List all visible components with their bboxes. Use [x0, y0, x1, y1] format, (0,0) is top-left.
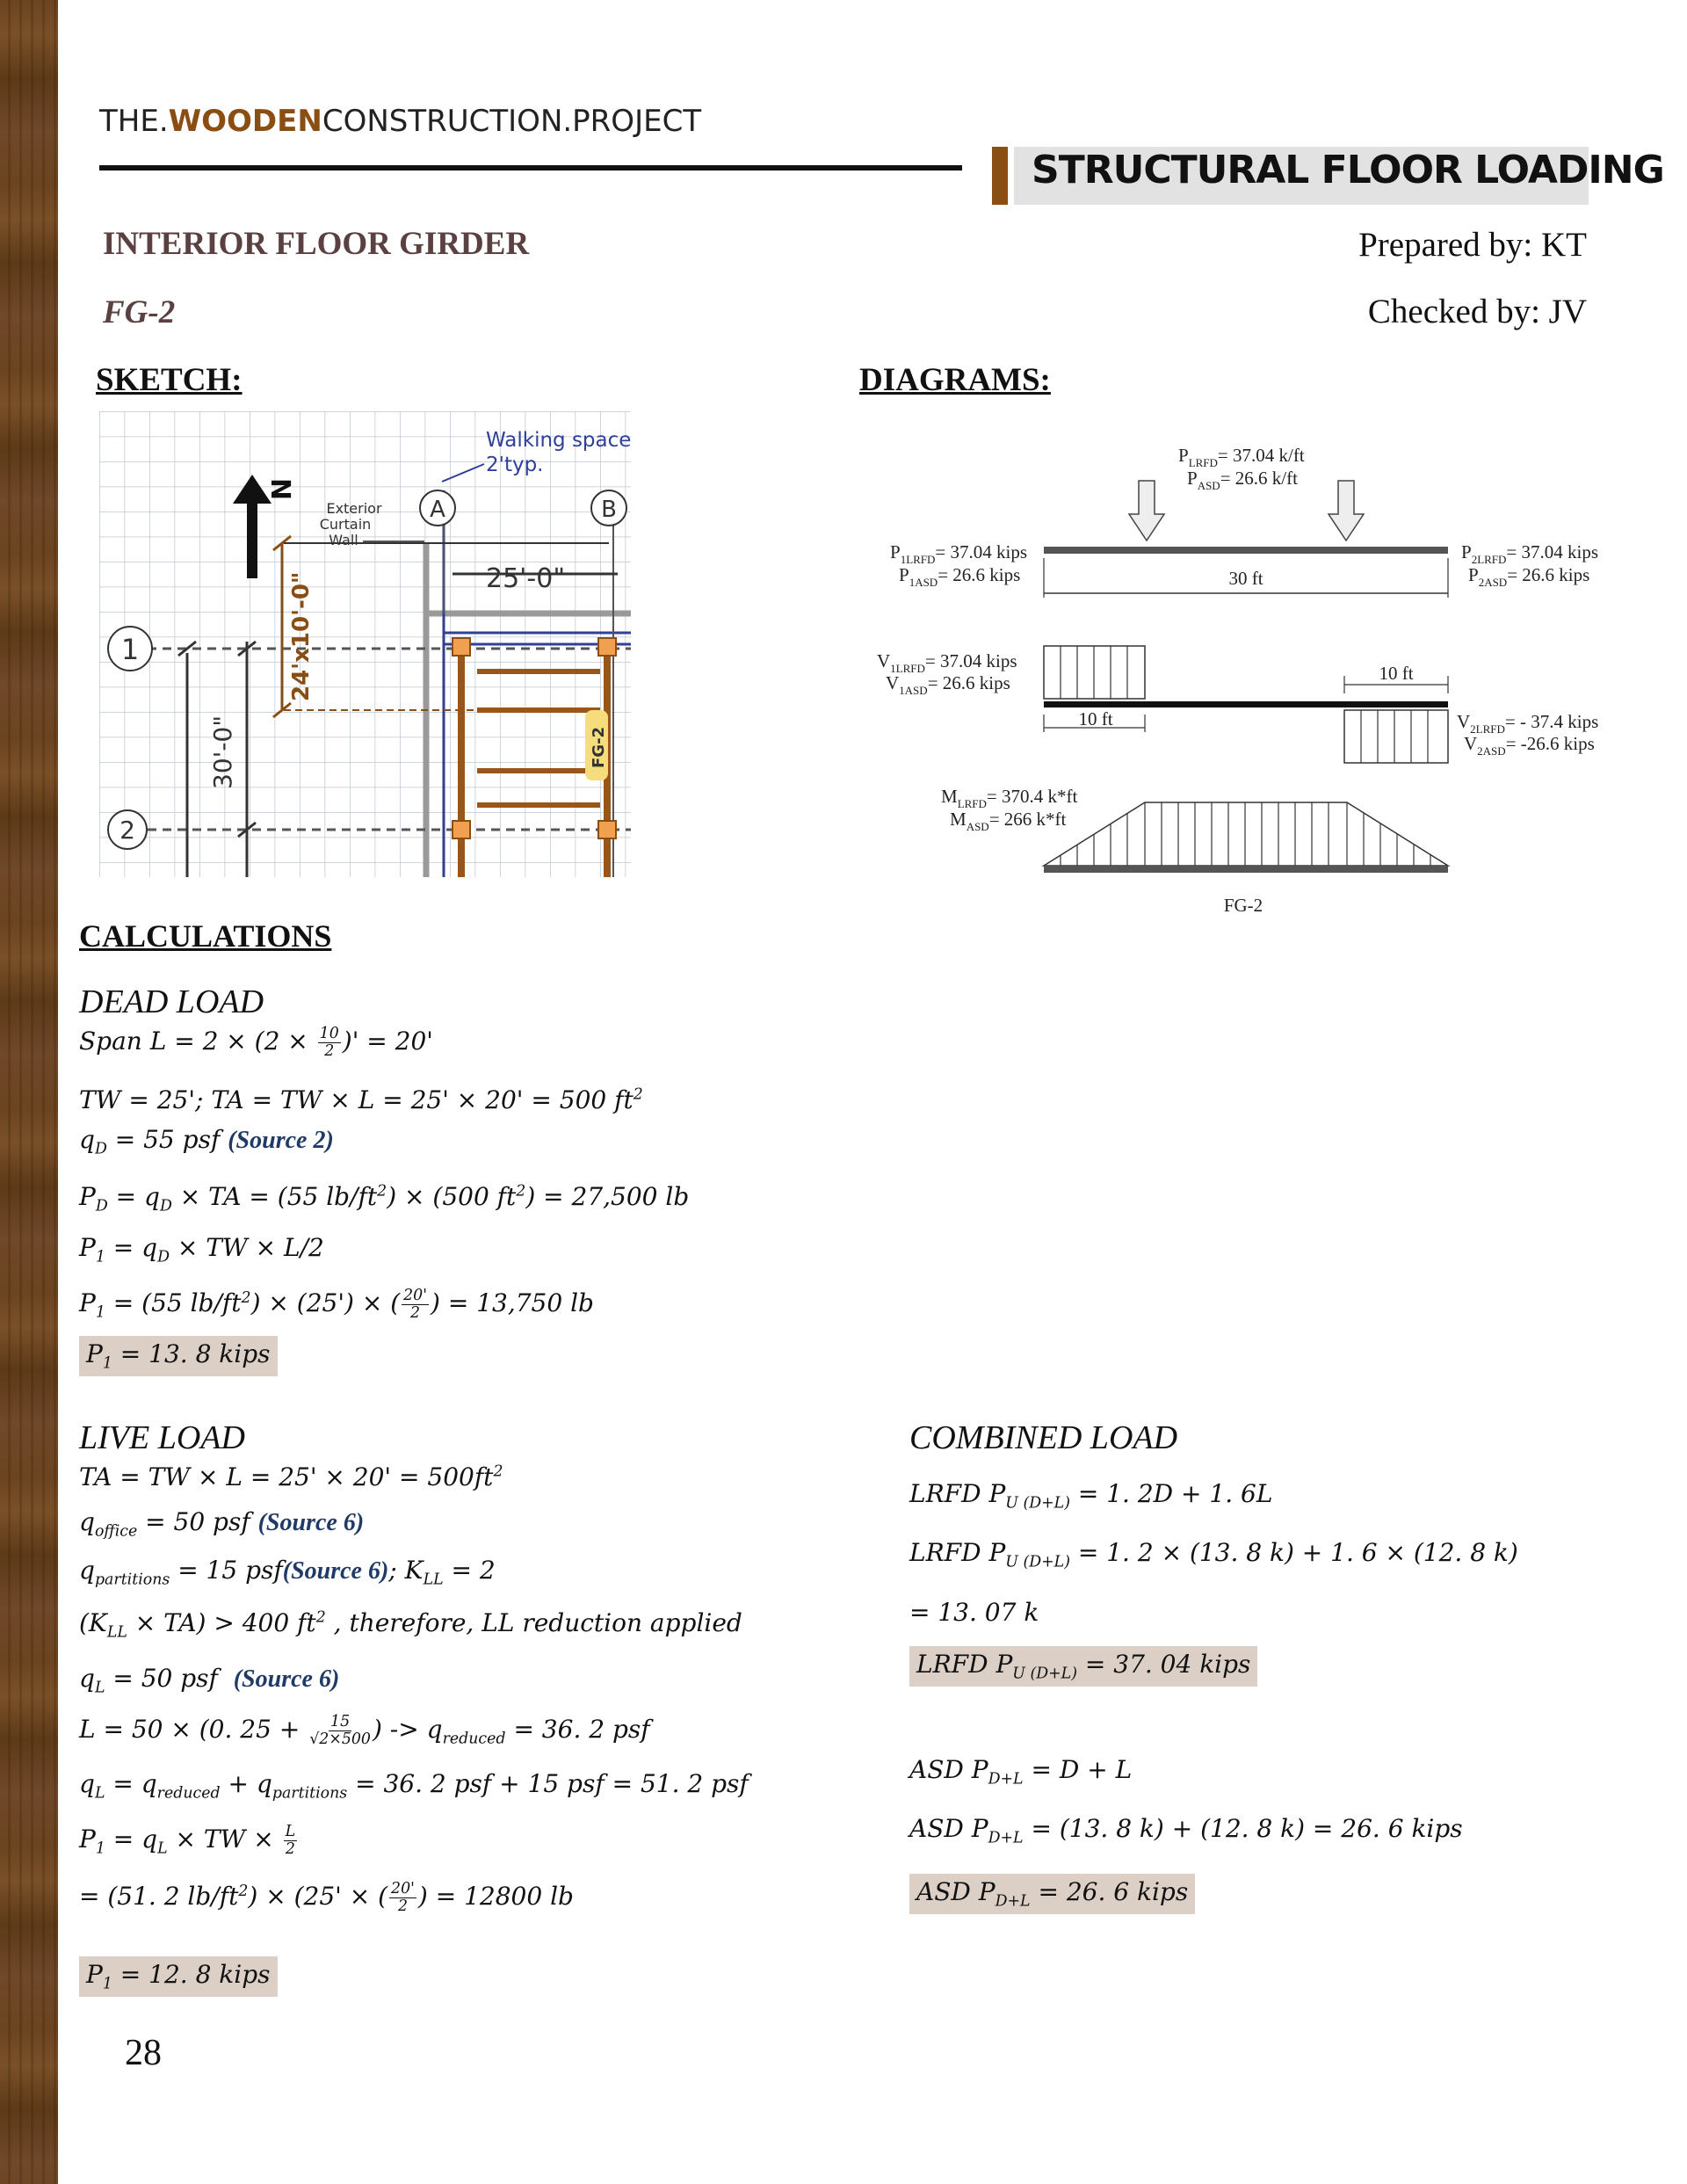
- prepared-by: Prepared by: KT: [1358, 226, 1587, 264]
- asd-result: ASD $P_{D+L} = 26$. 6 kips: [909, 1874, 1195, 1914]
- tributary-area-equation: TW = 25'; TA = TW × L = 25' × 20' = 500 $ft^2$: [79, 1085, 643, 1114]
- svg-text:10 ft: 10 ft: [1078, 708, 1113, 729]
- p1-live-substitution: = (51. 2 $lb/ft^2) \times (25'$ × ( $\frac{20'}{2}$ ) = 12800 lb: [79, 1880, 574, 1916]
- svg-text:30'-0": 30'-0": [208, 715, 237, 789]
- beam-diagrams: [865, 435, 1612, 927]
- svg-text:V2LRFD= - 37.4 kips: $V_{2LRFD}= - 37.4$ kips: [1457, 711, 1599, 736]
- svg-text:30 ft: 30 ft: [1228, 568, 1263, 589]
- span-equation: Span L = 2 × (2 × $\frac{10}{2}$ )' = 20': [79, 1025, 433, 1061]
- p1-dead-result: $P_1 = 13$. 8 kips: [79, 1336, 278, 1376]
- moment-diagram: [1044, 802, 1448, 866]
- q-partitions-equation: $q_{partitions} = 15$ psf(Source 6); $K_{LL} = 2$: [79, 1556, 496, 1589]
- svg-text:P2LRFD= 37.04 kips: $P_{2LRFD}= 37.04$ kips: [1461, 541, 1599, 566]
- lrfd-formula: LRFD $P_{U (D+L)} = 1$. 2D + 1. 6L: [909, 1479, 1273, 1513]
- svg-text:Wall: Wall: [329, 532, 358, 548]
- svg-text:N: N: [264, 478, 295, 501]
- page-number: 28: [125, 2033, 162, 2073]
- calculations-heading: CALCULATIONS: [79, 918, 332, 954]
- pd-equation: $P_D = q_D$ × TA = (55 $lb/ft^2) \times (500$ $ft^2) = 27,500$ lb: [79, 1182, 690, 1215]
- load-arrow-icon: [1329, 481, 1364, 541]
- column-b1: [598, 638, 616, 656]
- svg-text:24'x10'-0": 24'x10'-0": [288, 571, 315, 701]
- column-a1: [453, 638, 470, 656]
- floor-plan-sketch: [99, 411, 631, 877]
- banner-accent: [992, 147, 1008, 205]
- ql-total-equation: $q_L = q_{reduced} + q_{partitions} = 36$. 2 psf + 15 psf = 51. 2 psf: [79, 1769, 749, 1803]
- p1-dead-substitution: $P_1 = (55$ $lb/ft^2) \times (25')$ × ( $\frac{20'}{2}$ ) = 13,750 lb: [79, 1287, 594, 1323]
- svg-text:B: B: [601, 497, 617, 523]
- load-arrow-icon: [1129, 481, 1164, 541]
- asd-formula: ASD $P_{D+L} = D + L$: [909, 1755, 1133, 1789]
- combined-load-heading: COMBINED LOAD: [909, 1419, 1178, 1456]
- sketch-heading: SKETCH:: [96, 362, 243, 398]
- svg-text:V1LRFD= 37.04 kips: $V_{1LRFD}= 37.04$ kips: [877, 650, 1017, 675]
- column-a2: [453, 821, 470, 838]
- svg-text:FG-2: FG-2: [590, 726, 608, 768]
- brand-title: THE.WOODENCONSTRUCTION.PROJECT: [99, 104, 702, 139]
- p1-live-formula: $P_1 = q_L$ × TW × $\frac{L}{2}$: [79, 1823, 296, 1859]
- dead-load-heading: DEAD LOAD: [79, 983, 264, 1020]
- wood-border: [0, 0, 58, 2184]
- qd-equation: $q_D = 55$ psf (Source 2): [79, 1125, 334, 1158]
- beam: [1044, 547, 1448, 554]
- element-id: FG-2: [103, 294, 176, 330]
- svg-text:25'-0": 25'-0": [486, 563, 566, 594]
- ql-equation: $q_L = 50$ psf (Source 6): [79, 1664, 340, 1697]
- svg-text:Curtain: Curtain: [319, 516, 372, 533]
- svg-text:Exterior: Exterior: [326, 500, 382, 517]
- svg-text:Walking space: Walking space: [486, 429, 631, 452]
- p-asd-dist-label: $P_{ASD}= 26.6$ k/ft: [1187, 468, 1298, 492]
- live-load-heading: LIVE LOAD: [79, 1419, 245, 1456]
- p1-dead-formula: $P_1 = q_D$ × TW × L/2: [79, 1233, 324, 1266]
- svg-text:2'typ.: 2'typ.: [486, 453, 544, 476]
- checked-by: Checked by: JV: [1367, 293, 1587, 330]
- live-ta-equation: TA = TW × $L = 25' \times 20' = 500ft^2$: [79, 1462, 503, 1491]
- shear-baseline: [1044, 701, 1448, 707]
- diagrams-heading: DIAGRAMS:: [859, 362, 1051, 398]
- lrfd-substitution: LRFD $P_{U (D+L)} = 1$. 2 × (13. 8 k) + 1. 6 × (12. 8 k): [909, 1538, 1518, 1571]
- svg-text:A: A: [430, 497, 445, 523]
- lrfd-intermediate: = 13. 07 k: [909, 1598, 1039, 1627]
- svg-text:P1LRFD= 37.04 kips: $P_{1LRFD}= 37.04$ kips: [890, 541, 1028, 566]
- svg-text:V2ASD= -26.6 kips: $V_{2ASD}= -26.6$ kips: [1464, 733, 1595, 758]
- section-banner: STRUCTURAL FLOOR LOADING: [1032, 148, 1664, 192]
- asd-substitution: ASD $P_{D+L} = (13$. 8 k) + (12. 8 k) = 26. 6 kips: [909, 1814, 1463, 1847]
- header-rule: [99, 165, 962, 171]
- svg-text:FG-2: FG-2: [1223, 895, 1263, 916]
- q-office-equation: $q_{office} = 50$ psf (Source 6): [79, 1507, 365, 1541]
- svg-text:P1ASD= 26.6 kips: $P_{1ASD}= 26.6$ kips: [899, 564, 1021, 589]
- ll-reduction-check: $(K_{LL} \times TA) > 400$ $ft^2$ , therefore, LL reduction applied: [79, 1608, 742, 1642]
- svg-text:10 ft: 10 ft: [1379, 663, 1414, 684]
- p-lrfd-dist-label: $P_{LRFD}= 37.04$ k/ft: [1178, 445, 1305, 469]
- svg-text:MLRFD= 370.4 k*ft: $M_{LRFD}= 370.4$ k*ft: [941, 786, 1078, 810]
- column-b2: [598, 821, 616, 838]
- p1-live-result: $P_1 = 12$. 8 kips: [79, 1956, 278, 1997]
- svg-text:1: 1: [120, 633, 140, 666]
- svg-text:V1ASD= 26.6 kips: $V_{1ASD}= 26.6$ kips: [886, 672, 1010, 697]
- element-title: INTERIOR FLOOR GIRDER: [103, 226, 530, 262]
- reduced-live-load-equation: L = 50 × (0. 25 + $\frac{15}{√2\times 500}$ ) -> $q_{reduced} = 36$. 2 psf: [79, 1713, 650, 1749]
- shear-block-right: [1344, 710, 1448, 763]
- svg-text:P2ASD= 26.6 kips: $P_{2ASD}= 26.6$ kips: [1468, 564, 1590, 589]
- svg-text:MASD= 266 k*ft: $M_{ASD}= 266$ k*ft: [950, 809, 1067, 833]
- svg-text:2: 2: [119, 816, 135, 845]
- lrfd-result: LRFD $P_{U (D+L)} = 37$. 04 kips: [909, 1646, 1257, 1687]
